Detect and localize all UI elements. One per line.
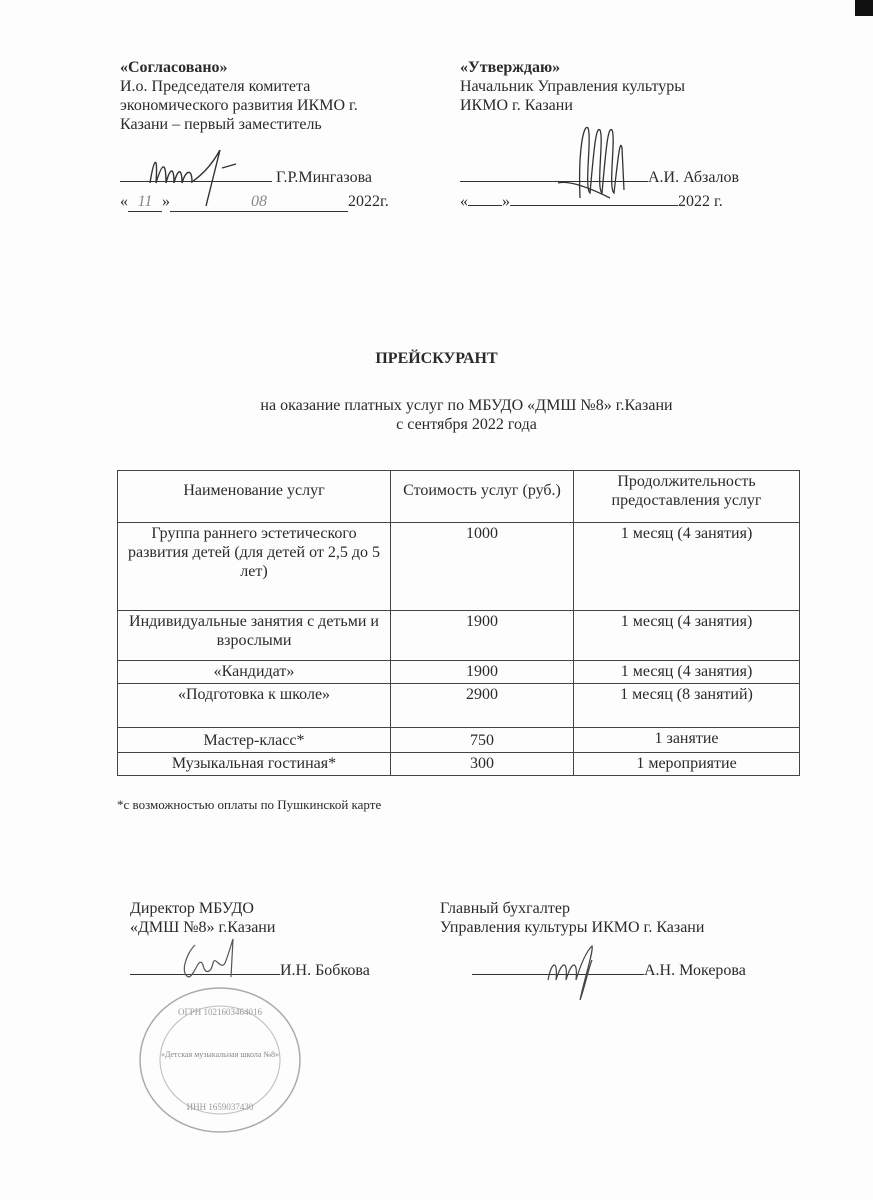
service-price: 1900 [391,661,574,684]
service-duration: 1 месяц (4 занятия) [574,523,800,611]
service-price: 300 [391,753,574,776]
stamp-center: «Детская музыкальная школа №8» [160,1050,280,1059]
service-name: «Кандидат» [118,661,391,684]
approval-block-right [460,58,685,115]
director-name: И.Н. Бобкова [280,962,370,979]
left-signer-name: Г.Р.Мингазова [276,169,373,186]
service-name: Мастер-класс* [118,728,391,753]
table-row [118,728,800,753]
right-signer-name: А.И. Абзалов [648,169,740,186]
approval-block-left [120,58,358,134]
table-row [118,661,800,684]
left-header-line: И.о. Председателя комитета [120,78,311,95]
service-name: Индивидуальные занятия с детьми и взрослыми [118,611,391,661]
director-line: «ДМШ №8» г.Казани [130,919,276,936]
table-row [118,684,800,728]
table-row [118,611,800,661]
left-date-day: 11 [128,192,162,212]
service-price: 1000 [391,523,574,611]
service-name: Музыкальная гостиная* [118,753,391,776]
accountant-line: Главный бухгалтер [440,900,570,917]
signature-bobkova [175,935,255,985]
service-name: Группа раннего эстетического развития детей (для детей от 2,5 до 5 лет) [118,523,391,611]
header-price: Стоимость услуг (руб.) [391,471,574,523]
service-duration: 1 занятие [574,728,800,753]
header-service: Наименование услуг [118,471,391,523]
stamp-ogrn: ОГРН 1021603464016 [178,1007,262,1017]
header-duration: Продолжительность предоставления услуг [574,471,800,523]
table-header-row [118,471,800,523]
service-price: 2900 [391,684,574,728]
right-date-line: « » 2022 г. [460,193,723,210]
left-date-line: « 11 » 08 2022г. [120,193,389,210]
accountant-name: А.Н. Мокерова [644,962,746,979]
left-date-month: 08 [170,192,348,212]
document-subtitle [0,396,873,434]
right-header-line: ИКМО г. Казани [460,97,573,114]
service-name: «Подготовка к школе» [118,684,391,728]
stamp-inn: ИНН 1659037430 [186,1102,254,1112]
left-date-year: 2022г. [348,193,389,210]
right-date-year: 2022 г. [678,193,723,210]
service-duration: 1 месяц (8 занятий) [574,684,800,728]
approve-title: «Утверждаю» [460,59,561,76]
subtitle-line-1: на оказание платных услуг по МБУДО «ДМШ №8» г.Казани [260,397,673,414]
service-duration: 1 месяц (4 занятия) [574,661,800,684]
table-row [118,753,800,776]
service-duration: 1 месяц (4 занятия) [574,611,800,661]
accountant-line: Управления культуры ИКМО г. Казани [440,919,705,936]
subtitle-line-2: с сентября 2022 года [396,416,537,433]
signature-mokerova [540,940,620,1005]
left-header-line: Казани – первый заместитель [120,116,322,133]
director-block [130,899,275,937]
director-line: Директор МБУДО [130,900,254,917]
right-header-line: Начальник Управления культуры [460,78,686,95]
right-signature-line [460,168,739,187]
accountant-block [440,899,704,937]
service-duration: 1 мероприятие [574,753,800,776]
table-row [118,523,800,611]
stamp [135,985,305,1135]
service-price: 1900 [391,611,574,661]
document-title: ПРЕЙСКУРАНТ [375,350,498,367]
footnote: *с возможностью оплаты по Пушкинской карте [117,797,382,812]
service-price: 750 [391,728,574,753]
left-header-line: экономического развития ИКМО г. [120,97,358,114]
scan-corner-mark [855,0,873,16]
price-table [117,470,800,776]
agreed-title: «Согласовано» [120,59,228,76]
